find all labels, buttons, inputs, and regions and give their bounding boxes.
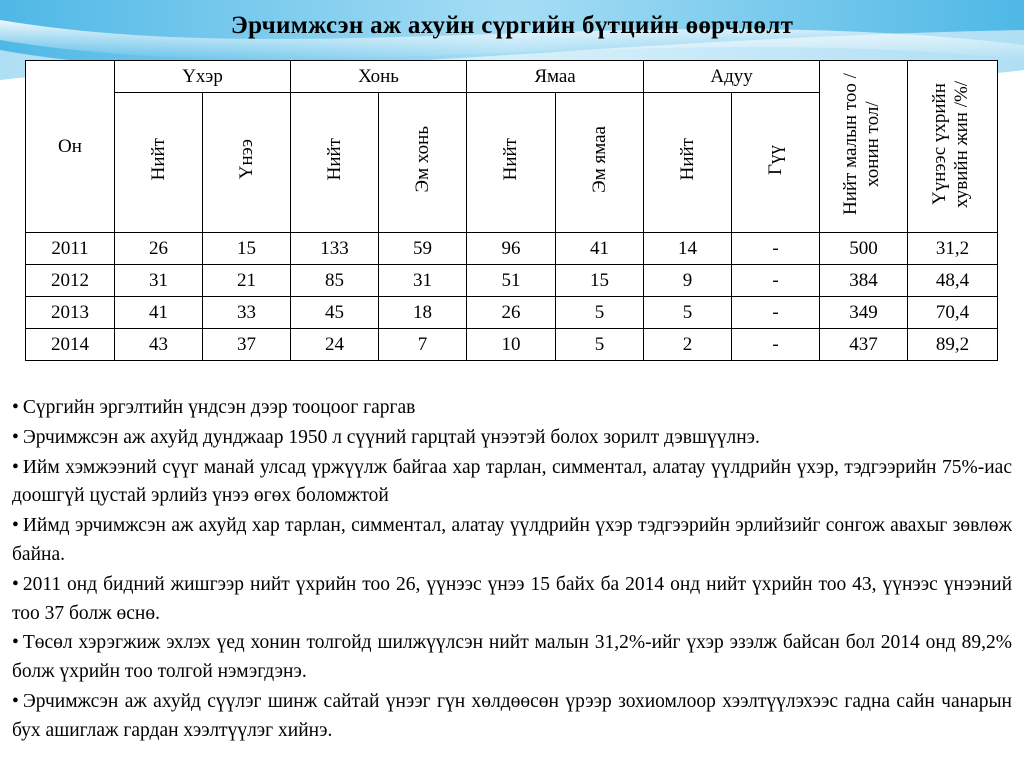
- bullet-list: [12, 394, 1012, 747]
- table-cell: 24: [291, 329, 379, 361]
- bullet-item: [12, 512, 1012, 570]
- table-cell: 9: [644, 265, 732, 297]
- year-cell: 2013: [26, 297, 115, 329]
- table-cell: 349: [820, 297, 908, 329]
- bullet-mark: •: [12, 573, 19, 595]
- table-cell: -: [732, 265, 820, 297]
- bullet-text: Сүргийн эргэлтийн үндсэн дээр тооцоог гаргав: [22, 397, 416, 418]
- subheader-sheep-total: Нийт: [291, 93, 379, 233]
- table-cell: 33: [203, 297, 291, 329]
- table-row: [26, 265, 998, 297]
- header-group-goat: Ямаа: [467, 61, 644, 93]
- table-cell: 2: [644, 329, 732, 361]
- bullet-text: Эрчимжсэн аж ахуйд дунджаар 1950 л сүүний гарцтай үнээтэй болох зорилт дэвшүүлнэ.: [22, 426, 760, 448]
- table-cell: 500: [820, 233, 908, 265]
- table-cell: 89,2: [908, 329, 998, 361]
- header-group-sheep: Хонь: [291, 61, 467, 93]
- table-cell: 48,4: [908, 265, 998, 297]
- table-cell: 14: [644, 233, 732, 265]
- table-cell: 45: [291, 297, 379, 329]
- bullet-mark: •: [12, 426, 19, 448]
- bullet-text: Эрчимжсэн аж ахуйд сүүлэг шинж сайтай үнээг гүн хөлдөөсөн үрээр зохиомлоор хээлтүүлэхээс гадна сайн чанарын бух ашиглаж гардан хээлтүүлэг хийнэ.: [12, 690, 1012, 741]
- table-cell: 26: [115, 233, 203, 265]
- header-year: Он: [26, 61, 115, 233]
- table-cell: 31: [379, 265, 467, 297]
- table-cell: 437: [820, 329, 908, 361]
- table-cell: 59: [379, 233, 467, 265]
- bullet-text: 2011 онд бидний жишгээр нийт үхрийн тоо 26, үүнээс үнээ 15 байх ба 2014 онд нийт үхрийн тоо 43, үүнээс үнээний тоо 37 болж өснө.: [12, 573, 1012, 624]
- subheader-cows: Үнээ: [203, 93, 291, 233]
- table-cell: 7: [379, 329, 467, 361]
- year-cell: 2011: [26, 233, 115, 265]
- table-cell: 18: [379, 297, 467, 329]
- bullet-mark: •: [12, 632, 19, 654]
- slide-title: Эрчимжсэн аж ахуйн сүргийн бүтцийн өөрчлөлт: [230, 12, 794, 39]
- livestock-structure-table: [25, 60, 998, 361]
- subheader-horse-total: Нийт: [644, 93, 732, 233]
- header-total-livestock: Нийт малын тоо /хонин тол/: [820, 61, 908, 233]
- bullet-mark: •: [12, 397, 19, 418]
- bullet-mark: •: [12, 456, 19, 478]
- table-cell: -: [732, 233, 820, 265]
- year-cell: 2012: [26, 265, 115, 297]
- table-cell: 10: [467, 329, 556, 361]
- subheader-cattle-total: Нийт: [115, 93, 203, 233]
- year-cell: 2014: [26, 329, 115, 361]
- header-group-horse: Адуу: [644, 61, 820, 93]
- table-cell: 37: [203, 329, 291, 361]
- subheader-ewes: Эм хонь: [379, 93, 467, 233]
- table-cell: 15: [203, 233, 291, 265]
- table-cell: 26: [467, 297, 556, 329]
- table-cell: 85: [291, 265, 379, 297]
- table-cell: 43: [115, 329, 203, 361]
- subheader-goat-total: Нийт: [467, 93, 556, 233]
- bullet-mark: •: [12, 515, 19, 537]
- table-cell: 96: [467, 233, 556, 265]
- table-row: [26, 297, 998, 329]
- table-cell: 15: [556, 265, 644, 297]
- bullet-text: Иймд эрчимжсэн аж ахуйд хар тарлан, симментал, алатау үүлдрийн үхэр тэдгээрийн эрлийзийг сонгож авахыг зөвлөж байна.: [12, 515, 1012, 565]
- table-cell: 384: [820, 265, 908, 297]
- table-cell: 31,2: [908, 233, 998, 265]
- table-body: [26, 233, 998, 361]
- table-cell: 41: [115, 297, 203, 329]
- header-group-cattle: Үхэр: [115, 61, 291, 93]
- table-row: [26, 329, 998, 361]
- table-cell: 5: [556, 297, 644, 329]
- bullet-item: [12, 424, 1012, 453]
- bullet-item: [12, 571, 1012, 629]
- table-cell: -: [732, 329, 820, 361]
- bullet-item: [12, 629, 1012, 687]
- header-cattle-share: Үүнээс үхрийн хувийн жин /%/: [908, 61, 998, 233]
- subheader-mares: Гүү: [732, 93, 820, 233]
- table-row: [26, 233, 998, 265]
- table-cell: 5: [556, 329, 644, 361]
- table-cell: 133: [291, 233, 379, 265]
- table-cell: 51: [467, 265, 556, 297]
- bullet-text: Төсөл хэрэгжиж эхлэх үед хонин толгойд шилжүүлсэн нийт малын 31,2%-ийг үхэр эзэлж байсан бол 2014 онд 89,2% болж үхрийн тоо толгой нэмэгдэнэ.: [12, 632, 1012, 683]
- table-cell: 31: [115, 265, 203, 297]
- bullet-item: [12, 454, 1012, 512]
- table-cell: -: [732, 297, 820, 329]
- bullet-item: [12, 688, 1012, 746]
- table-cell: 5: [644, 297, 732, 329]
- table-cell: 41: [556, 233, 644, 265]
- table-cell: 70,4: [908, 297, 998, 329]
- bullet-text: Ийм хэмжээний сүүг манай улсад үржүүлж байгаа хар тарлан, симментал, алатау үүлдрийн үхэр, тэдгээрийн 75%-иас доошгүй цустай эрлийз үнээ өгөх боломжтой: [12, 456, 1012, 507]
- bullet-mark: •: [12, 690, 19, 712]
- table-cell: 21: [203, 265, 291, 297]
- bullet-item: [12, 394, 1012, 423]
- subheader-female-goats: Эм ямаа: [556, 93, 644, 233]
